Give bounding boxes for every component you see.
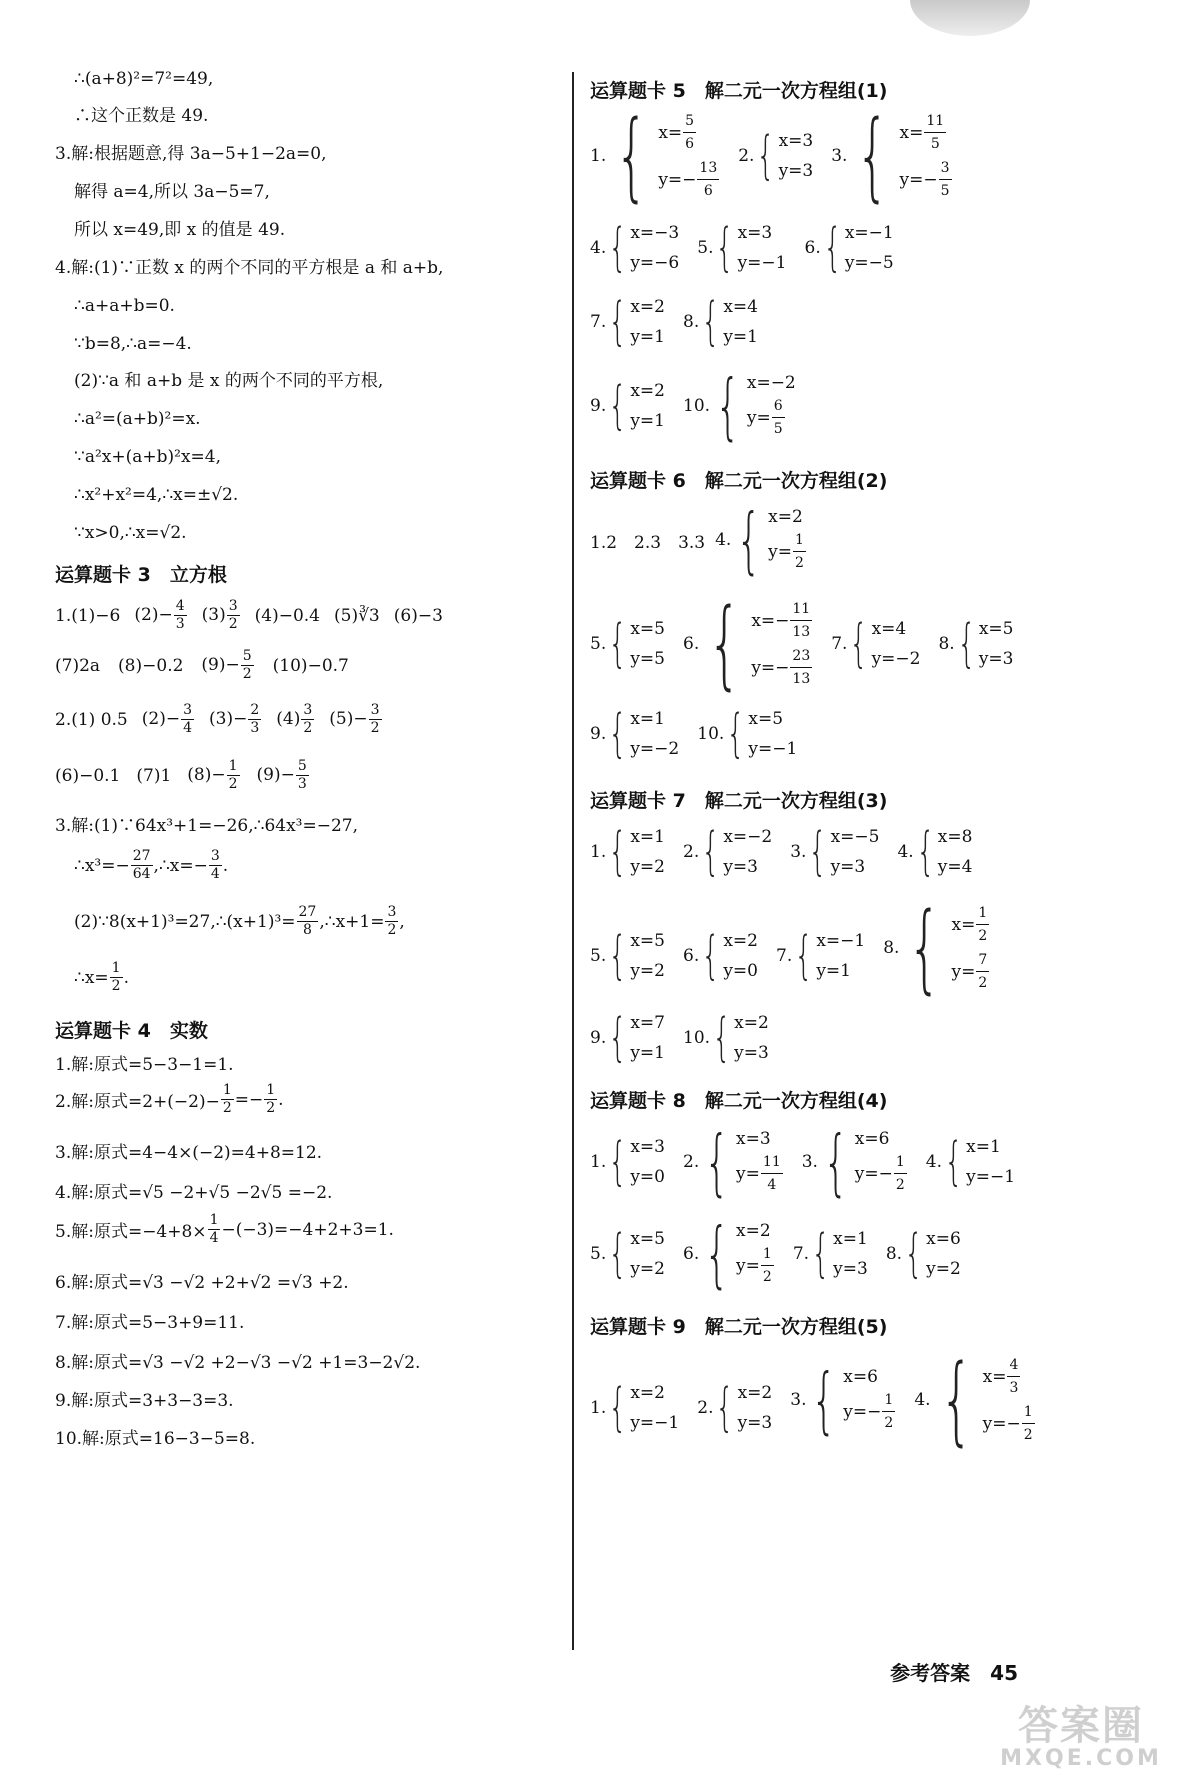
answer-item: (3) $\frac{3}{2}$ — [201, 598, 238, 632]
answer-item: (6)−0.1 — [55, 765, 121, 786]
fraction: $\frac{5}{2}$ — [242, 648, 252, 682]
answer-row — [55, 648, 349, 683]
system-row — [590, 892, 1008, 1004]
section-heading: 运算题卡 9 解二元一次方程组(5) — [590, 1316, 888, 1338]
equation-system: 7. { x=1 y=3 — [792, 1224, 868, 1284]
answer-row — [55, 758, 310, 793]
system-row — [590, 218, 912, 278]
system-row — [590, 1120, 1033, 1204]
answer-row — [55, 598, 443, 633]
text-line: ∴(a+8)²=7²=49, — [74, 69, 214, 89]
equation-system: 1. { x=1 y=2 — [590, 822, 665, 882]
equation-system: 2. { x=2 y=3 — [697, 1378, 773, 1438]
short-answers: 1.2 2.3 3.3 — [590, 532, 706, 553]
system-row — [590, 100, 971, 212]
text-line: 1.解:原式=5−3−1=1. — [55, 1055, 234, 1075]
equation-system: 9. { x=1 y=−2 — [590, 704, 680, 764]
system-row — [590, 588, 1031, 700]
equation-system: 3. { x=6 y=− $\frac{1}{2}$ — [801, 1120, 905, 1204]
equation-system: 2. { x=3 y=3 — [738, 126, 814, 186]
fraction: $\frac{2}{3}$ — [250, 702, 260, 736]
answer-row — [55, 702, 383, 737]
text-line: ∵x>0,∴x=√2. — [74, 523, 187, 543]
equation-system: 5. { x=3 y=−1 — [697, 218, 787, 278]
equation-system: 1. { x=2 y=−1 — [590, 1378, 680, 1438]
equation-system: 8. { x=6 y=2 — [885, 1224, 961, 1284]
text-line: 6.解:原式=√3 −√2 +2+√2 =√3 +2. — [55, 1273, 349, 1293]
text-line: 10.解:原式=16−3−5=8. — [55, 1429, 256, 1449]
equation-system: 4. { x=1 y=−1 — [925, 1132, 1016, 1192]
text-line: ∴x²+x²=4,∴x=±√2. — [74, 485, 239, 505]
equation-system: 4. { x=2 y= $\frac{1}{2}$ — [715, 498, 804, 582]
answer-item: (8)− $\frac{1}{2}$ — [187, 758, 238, 792]
equation-system: 9. { x=2 y=1 — [590, 376, 665, 436]
text-line: 4.解:(1)∵正数 x 的两个不同的平方根是 a 和 a+b, — [55, 258, 444, 278]
section-heading: 运算题卡 8 解二元一次方程组(4) — [590, 1090, 888, 1112]
equation-system: 2. { x=−2 y=3 — [683, 822, 773, 882]
text-line: 3.解:(1)∵64x³+1=−26,∴64x³=−27, — [55, 816, 359, 836]
equation-system: 1. { x= $\frac{5}{6}$ y=− $\frac{13}{6}$ — [590, 100, 718, 212]
equation-system: 6. { x=−1 y=−5 — [804, 218, 894, 278]
answer-item: (8)−0.2 — [118, 655, 184, 676]
fraction: $\frac{1}{2}$ — [222, 1082, 232, 1116]
watermark-text: 答案圈 — [1018, 1703, 1144, 1749]
answer-item: (9)− $\frac{5}{2}$ — [201, 648, 252, 682]
equation-system: 7. { x=2 y=1 — [590, 292, 665, 352]
text-line: ∴a²=(a+b)²=x. — [74, 409, 201, 429]
equation-system: 8. { x= $\frac{1}{2}$ y= $\frac{7}{2}$ — [883, 892, 988, 1004]
answer-row: ∴x³=− $\frac{27}{64}$ ,∴x=− $\frac{3}{4}$ . — [74, 848, 229, 882]
fraction: $\frac{3}{2}$ — [370, 702, 380, 736]
answer-item: (4)−0.4 — [254, 605, 321, 626]
fraction: $\frac{4}{3}$ — [175, 598, 185, 632]
text-line: 9.解:原式=3+3−3=3. — [55, 1391, 234, 1411]
answer-row: 2.解:原式=2+(−2)− $\frac{1}{2}$ =− $\frac{1}{2}$ . — [55, 1082, 284, 1116]
text-line: 解得 a=4,所以 3a−5=7, — [74, 182, 270, 202]
equation-system: 4. { x=8 y=4 — [897, 822, 973, 882]
fraction: $\frac{5}{3}$ — [297, 758, 307, 792]
equation-system: 10. { x=5 y=−1 — [697, 704, 798, 764]
fraction: $\frac{1}{2}$ — [266, 1082, 276, 1116]
answer-item: (9)− $\frac{5}{3}$ — [256, 758, 307, 792]
system-row — [590, 292, 776, 352]
text-line: 3.解:根据题意,得 3a−5+1−2a=0, — [55, 144, 327, 164]
text-line: ∴a+a+b=0. — [74, 296, 175, 316]
text-line: ∵b=8,∴a=−4. — [74, 334, 192, 354]
equation-system: 6. { x=2 y= $\frac{1}{2}$ — [683, 1212, 772, 1296]
fraction: $\frac{1}{2}$ — [228, 758, 238, 792]
answer-item: (4) $\frac{3}{2}$ — [276, 702, 313, 736]
text-line: 4.解:原式=√5 −2+√5 −2√5 =−2. — [55, 1183, 333, 1203]
text-line: ∵a²x+(a+b)²x=4, — [74, 447, 221, 467]
system-row — [590, 1212, 979, 1296]
equation-system: 1. { x=3 y=0 — [590, 1132, 665, 1192]
page-corner-tab — [910, 0, 1030, 36]
system-row — [590, 364, 814, 448]
equation-system: 10. { x=2 y=3 — [683, 1008, 769, 1068]
text-line: (2)∵a 和 a+b 是 x 的两个不同的平方根, — [74, 371, 384, 391]
section-heading: 运算题卡 4 实数 — [55, 1020, 208, 1042]
fraction: $\frac{3}{2}$ — [228, 598, 238, 632]
answer-row: 5.解:原式=−4+8× $\frac{1}{4}$ −(−3)=−4+2+3=1. — [55, 1212, 394, 1246]
equation-system: 3. { x=6 y=− $\frac{1}{2}$ — [790, 1358, 894, 1442]
page-footer: 参考答案 45 — [890, 1661, 1018, 1685]
watermark-logo — [988, 1705, 1174, 1775]
text-line: 8.解:原式=√3 −√2 +2−√3 −√2 +1=3−2√2. — [55, 1353, 421, 1373]
system-row — [590, 822, 990, 882]
fraction: $\frac{3}{2}$ — [303, 702, 313, 736]
text-line: 3.解:原式=4−4×(−2)=4+8=12. — [55, 1143, 323, 1163]
fraction: $\frac{3}{2}$ — [387, 904, 397, 938]
text-line: ∴这个正数是 49. — [74, 106, 209, 126]
system-row — [590, 498, 825, 582]
equation-system: 8. { x=4 y=1 — [683, 292, 758, 352]
equation-system: 4. { x=−3 y=−6 — [590, 218, 680, 278]
answer-row: (2)∵8(x+1)³=27,∴(x+1)³= $\frac{27}{8}$ ,∴x+1= $\frac{3}{2}$ , — [74, 904, 405, 938]
equation-system: 3. { x= $\frac{11}{5}$ y=− $\frac{3}{5}$ — [831, 100, 950, 212]
equation-system: 8. { x=5 y=3 — [938, 614, 1014, 674]
equation-system: 5. { x=5 y=2 — [590, 1224, 665, 1284]
system-row — [590, 704, 815, 764]
fraction: $\frac{3}{4}$ — [210, 848, 220, 882]
answer-item: (7)1 — [136, 765, 172, 786]
equation-system: 3. { x=−5 y=3 — [790, 822, 880, 882]
equation-system: 10. { x=−2 y= $\frac{6}{5}$ — [683, 364, 796, 448]
equation-system: 4. { x= $\frac{4}{3}$ y=− $\frac{1}{2}$ — [914, 1344, 1033, 1456]
answer-item: (2)− $\frac{4}{3}$ — [134, 598, 185, 632]
system-row — [590, 1008, 787, 1068]
equation-system: 7. { x=−1 y=1 — [776, 926, 866, 986]
section-heading: 运算题卡 5 解二元一次方程组(1) — [590, 80, 888, 102]
answer-item: (5)∛3 — [334, 605, 380, 626]
equation-system: 6. { x=− $\frac{11}{13}$ y=− $\frac{23}{13}$ — [683, 588, 811, 700]
section-heading: 运算题卡 6 解二元一次方程组(2) — [590, 470, 888, 492]
section-heading: 运算题卡 3 立方根 — [55, 564, 227, 586]
column-divider — [572, 72, 574, 1650]
answer-item: 1.(1)−6 — [55, 605, 121, 626]
equation-system: 7. { x=4 y=−2 — [831, 614, 921, 674]
answer-item: (3)− $\frac{2}{3}$ — [209, 702, 260, 736]
answer-row: ∴x= $\frac{1}{2}$ . — [74, 960, 129, 994]
answer-item: (5)− $\frac{3}{2}$ — [329, 702, 380, 736]
watermark-url: MXQE.COM — [1000, 1746, 1162, 1771]
text-line: 7.解:原式=5−3+9=11. — [55, 1313, 245, 1333]
equation-system: 2. { x=3 y= $\frac{11}{4}$ — [683, 1120, 781, 1204]
answer-item: (2)− $\frac{3}{4}$ — [141, 702, 192, 736]
section-heading: 运算题卡 7 解二元一次方程组(3) — [590, 790, 888, 812]
text-line: 所以 x=49,即 x 的值是 49. — [74, 220, 286, 240]
answer-item: (7)2a — [55, 655, 101, 676]
fraction: $\frac{1}{2}$ — [111, 960, 121, 994]
equation-system: 5. { x=5 y=2 — [590, 926, 665, 986]
fraction: $\frac{3}{4}$ — [183, 702, 192, 736]
answer-item: (6)−3 — [393, 605, 443, 626]
answer-item: 2.(1) 0.5 — [55, 709, 128, 730]
equation-system: 6. { x=2 y=0 — [683, 926, 758, 986]
equation-system: 9. { x=7 y=1 — [590, 1008, 665, 1068]
fraction: $\frac{27}{64}$ — [132, 848, 151, 882]
system-row — [590, 1344, 1054, 1456]
fraction: $\frac{27}{8}$ — [298, 904, 317, 938]
fraction: $\frac{1}{4}$ — [209, 1212, 219, 1246]
answer-item: (10)−0.7 — [272, 655, 349, 676]
equation-system: 5. { x=5 y=5 — [590, 614, 665, 674]
